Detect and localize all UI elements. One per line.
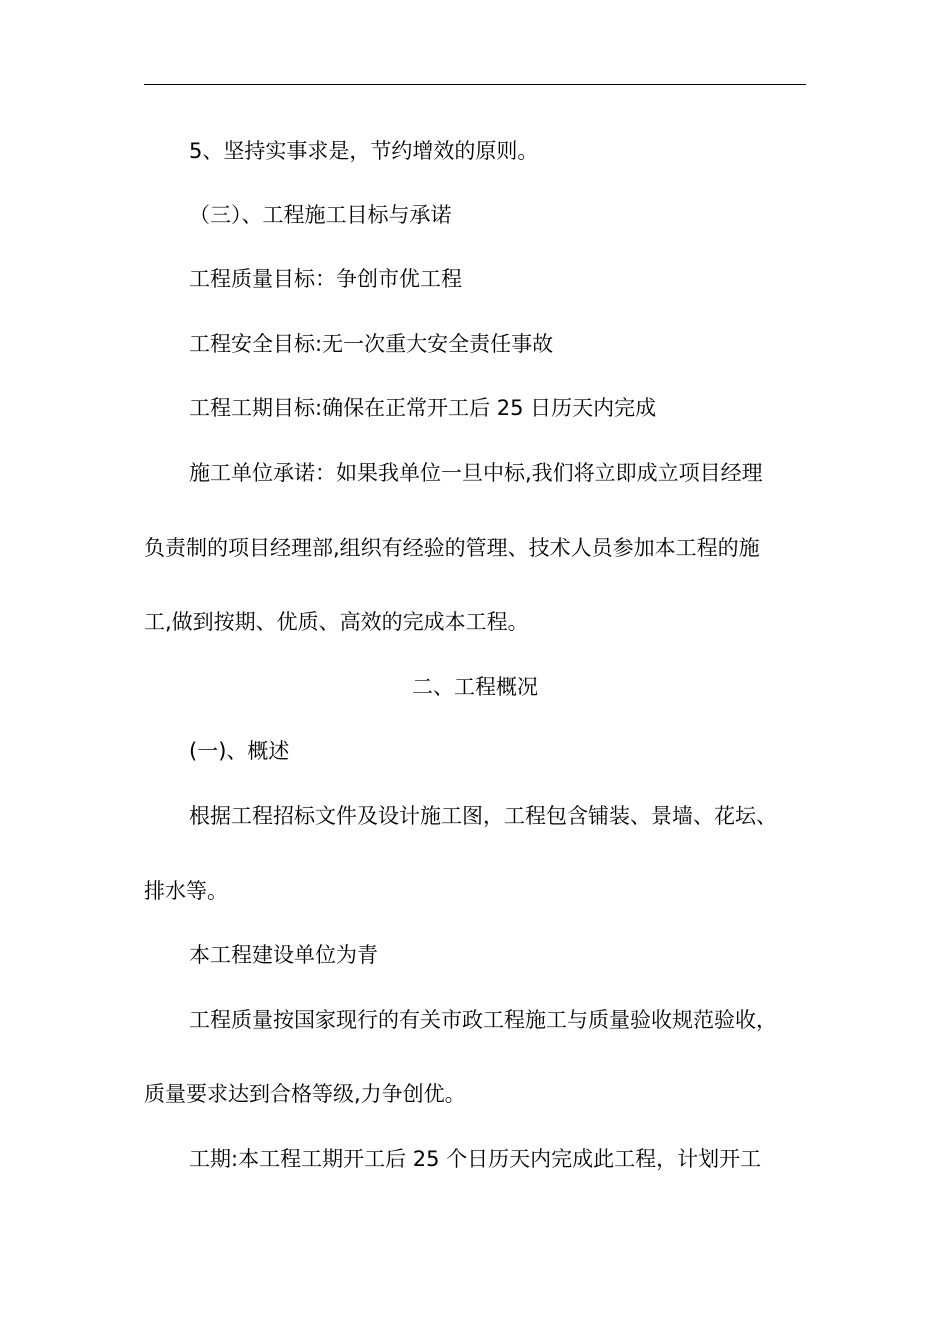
commitment-line-1: 施工单位承诺：如果我单位一旦中标,我们将立即成立项目经理 [189,461,763,485]
commitment-line-2: 负责制的项目经理部,组织有经验的管理、技术人员参加本工程的施 [144,536,760,560]
overview-line-2: 排水等。 [144,879,228,903]
quality-goal-line: 工程质量目标：争创市优工程 [189,267,462,291]
overview-heading: (一)、概述 [189,739,290,763]
schedule-goal-line: 工程工期目标:确保在正常开工后 25 日历天内完成 [189,396,657,420]
overview-line-1: 根据工程招标文件及设计施工图，工程包含铺装、景墙、花坛、 [189,804,777,828]
quality-standard-line-1: 工程质量按国家现行的有关市政工程施工与质量验收规范验收， [189,1008,777,1032]
commitment-line-3: 工,做到按期、优质、高效的完成本工程。 [144,610,529,634]
principle-5-line: 5、坚持实事求是，节约增效的原则。 [189,139,539,163]
header-rule [144,84,806,85]
duration-line: 工期:本工程工期开工后 25 个日历天内完成此工程，计划开工 [189,1147,762,1171]
owner-line: 本工程建设单位为青 [189,943,378,967]
safety-goal-line: 工程安全目标:无一次重大安全责任事故 [189,332,554,356]
chapter-heading: 二、工程概况 [412,675,538,699]
section-heading-3: （三）、工程施工目标与承诺 [189,203,452,227]
quality-standard-line-2: 质量要求达到合格等级,力争创优。 [144,1082,466,1106]
